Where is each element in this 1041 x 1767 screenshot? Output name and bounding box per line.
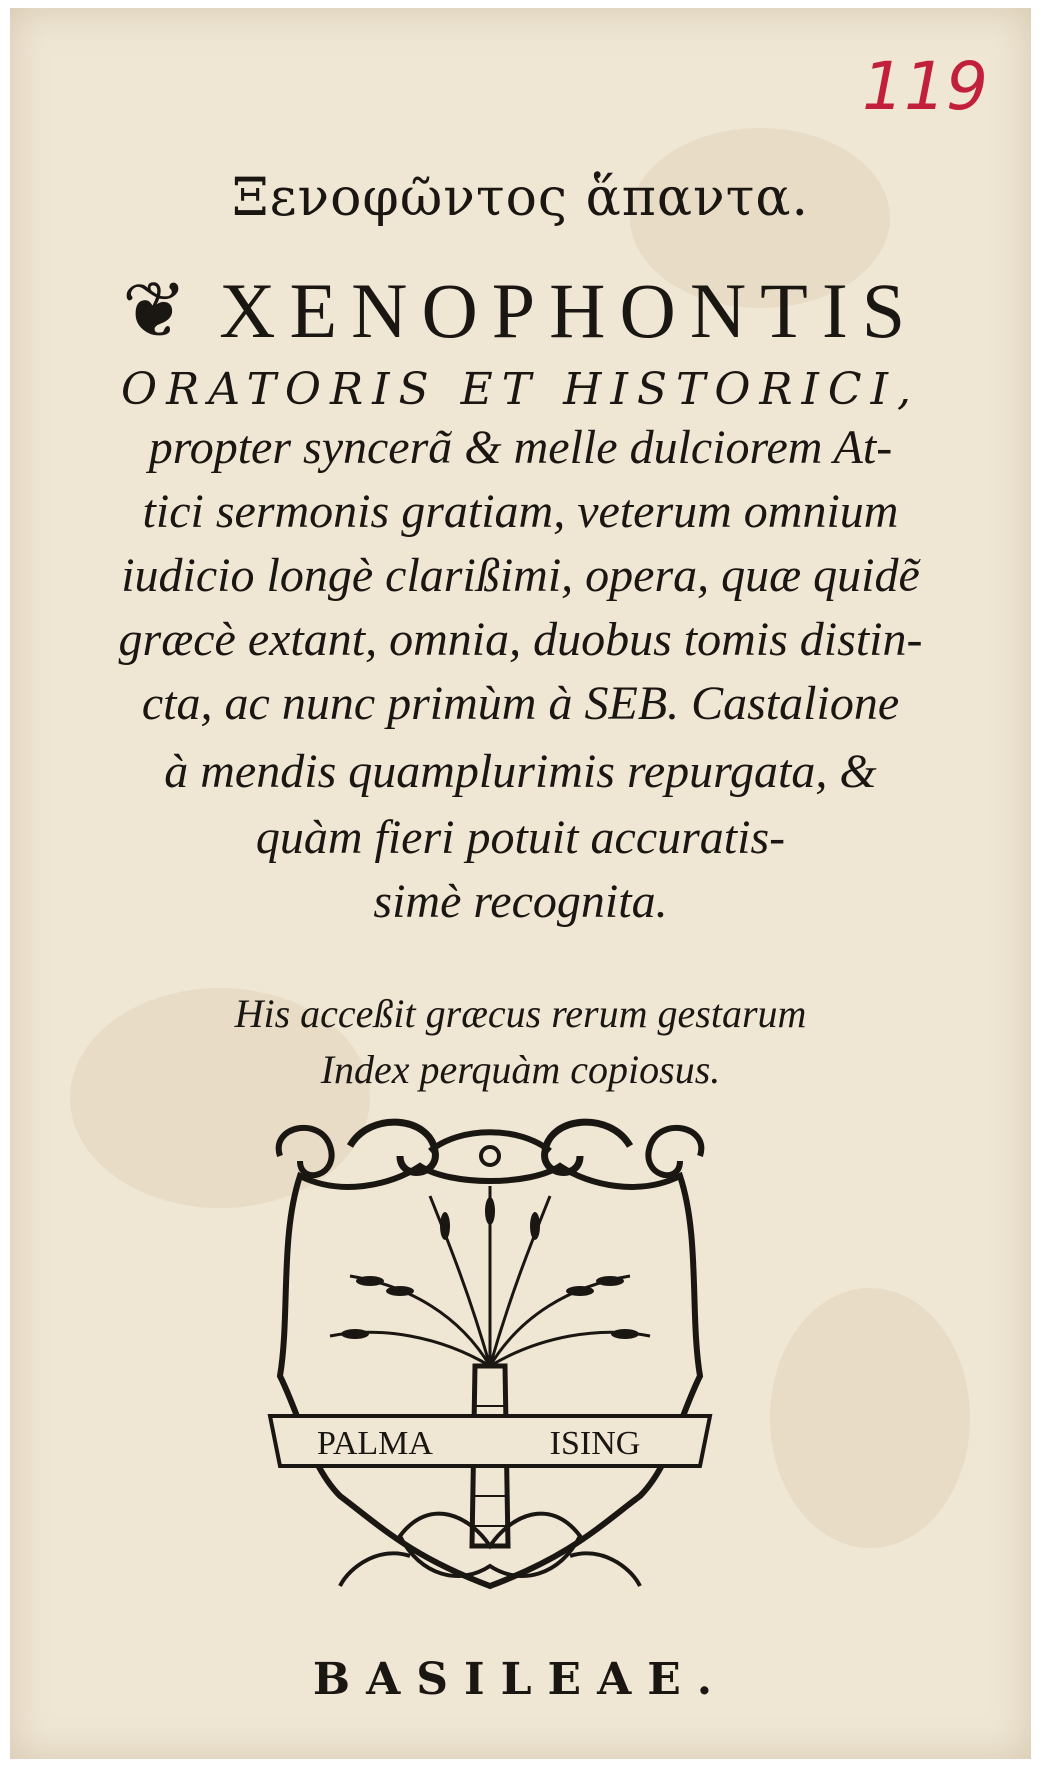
main-title <box>10 266 1031 356</box>
paper-stain <box>770 1288 970 1548</box>
printer-mark-woodcut <box>260 1116 720 1616</box>
title-text: XENOPHONTIS <box>219 267 920 354</box>
body-line: græcè extant, omnia, duobus tomis distin- <box>118 613 923 666</box>
shelfmark: 119 <box>862 48 988 125</box>
body-line: tici sermonis gratiam, veterum omnium <box>142 485 899 538</box>
body-line: simè recognita. <box>373 875 668 928</box>
index-line: His acceßit græcus rerum gestarum <box>234 991 807 1036</box>
body-line: quàm fieri potuit accuratis- <box>255 811 786 864</box>
imprint-place: BASILEAE. <box>312 1654 729 1705</box>
subtitle: ORATORIS ET HISTORICI, <box>121 364 920 415</box>
body-line: propter syncerã & melle dulciorem At- <box>148 421 893 474</box>
index-line: Index perquàm copiosus. <box>320 1047 721 1092</box>
printer-mark-right-word: ISING <box>549 1425 641 1462</box>
printer-mark-left-word: PALMA <box>317 1425 433 1462</box>
fleuron-icon: ❦ <box>121 267 202 354</box>
body-line: iudicio longè clarißimi, opera, quæ quidẽ <box>121 549 920 602</box>
title-page <box>10 8 1031 1759</box>
body-line: cta, ac nunc primùm à SEB. Castalione <box>141 677 900 730</box>
body-line: à mendis quamplurimis repurgata, & <box>164 745 877 798</box>
greek-title: Ξενοφῶντος ἅπαντα. <box>231 168 810 228</box>
